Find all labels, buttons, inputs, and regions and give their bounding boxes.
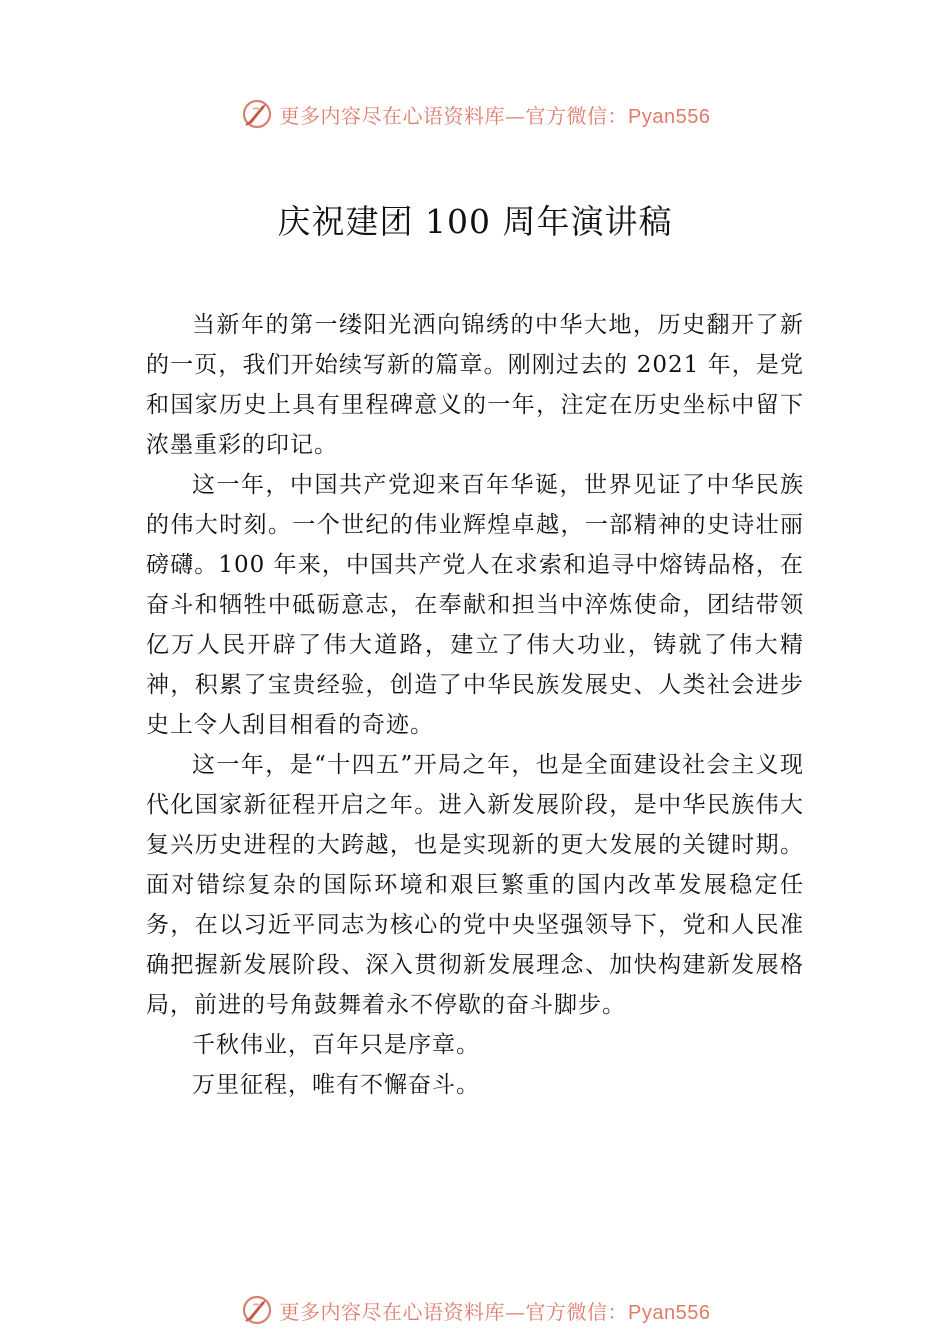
quill-pen-logo-icon bbox=[240, 97, 274, 131]
footer-wechat-id: Pyan556 bbox=[628, 1301, 711, 1324]
paragraph-4: 千秋伟业，百年只是序章。 bbox=[192, 1032, 480, 1058]
speech-body bbox=[146, 305, 804, 1105]
header-banner-text: 更多内容尽在心语资料库—官方微信：Pyan556 bbox=[279, 103, 711, 128]
footer-banner bbox=[0, 1290, 950, 1330]
quill-pen-logo-icon bbox=[240, 1293, 274, 1327]
paragraph-5: 万里征程，唯有不懈奋斗。 bbox=[192, 1072, 480, 1098]
paragraph-1: 当新年的第一缕阳光洒向锦绣的中华大地，历史翻开了新的一页，我们开始续写新的篇章。刚刚过去的 2021 年，是党和国家历史上具有里程碑意义的一年，注定在历史坐标中留下浓墨重彩的印记。 bbox=[146, 312, 804, 458]
paragraph-2: 这一年，中国共产党迎来百年华诞，世界见证了中华民族的伟大时刻。一个世纪的伟业辉煌卓越，一部精神的史诗壮丽磅礴。100 年来，中国共产党人在求索和追寻中熔铸品格，在奋斗和牺牲中砥砺意志，在奉献和担当中淬炼使命，团结带领亿万人民开辟了伟大道路，建立了伟大功业，铸就了伟大精神，积累了宝贵经验，创造了中华民族发展史、人类社会进步史上令人刮目相看的奇迹。 bbox=[146, 472, 804, 738]
footer-banner-text: 更多内容尽在心语资料库—官方微信：Pyan556 bbox=[279, 1299, 711, 1324]
header-banner bbox=[0, 94, 950, 134]
page-title: 庆祝建团 100 周年演讲稿 bbox=[277, 202, 673, 241]
header-wechat-id: Pyan556 bbox=[628, 105, 711, 128]
paragraph-3: 这一年，是“十四五”开局之年，也是全面建设社会主义现代化国家新征程开启之年。进入新发展阶段，是中华民族伟大复兴历史进程的大跨越，也是实现新的更大发展的关键时期。面对错综复杂的国际环境和艰巨繁重的国内改革发展稳定任务，在以习近平同志为核心的党中央坚强领导下，党和人民准确把握新发展阶段、深入贯彻新发展理念、加快构建新发展格局，前进的号角鼓舞着永不停歇的奋斗脚步。 bbox=[146, 752, 804, 1018]
